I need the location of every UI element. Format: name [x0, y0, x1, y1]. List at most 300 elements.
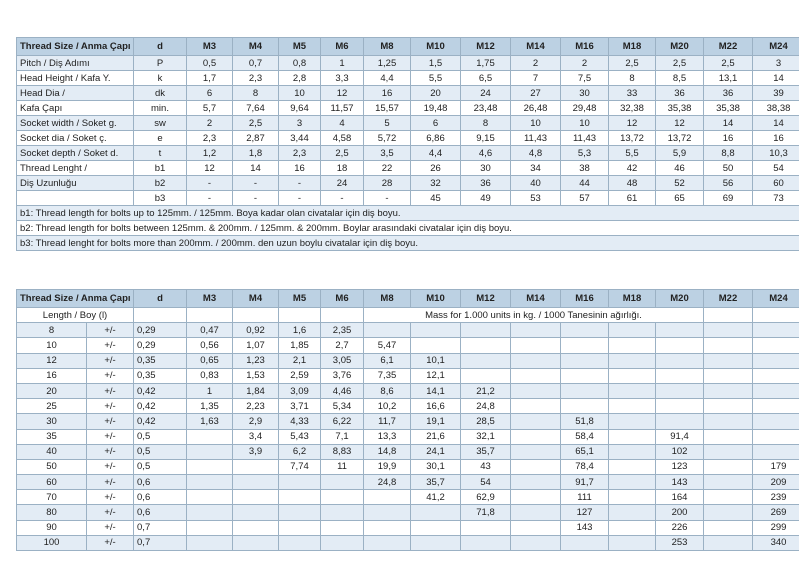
- row-label: Head Dia /: [17, 86, 134, 101]
- tolerance-value: 0,29: [134, 323, 187, 338]
- mass-cell: [321, 505, 364, 520]
- mass-cell: 24,8: [364, 475, 411, 490]
- length-label: Length / Boy (l): [17, 308, 134, 323]
- size-header-m12: M12: [461, 290, 511, 308]
- mass-cell: 253: [656, 535, 704, 550]
- mass-cell: 3,4: [233, 429, 279, 444]
- row-label: Thread Lenght /: [17, 161, 134, 176]
- value-cell: 15,57: [364, 101, 411, 116]
- size-header-m5: M5: [279, 290, 321, 308]
- value-cell: 1,2: [187, 146, 233, 161]
- value-cell: 39: [753, 86, 799, 101]
- value-cell: 56: [704, 176, 753, 191]
- length-value: 80: [17, 505, 87, 520]
- value-cell: 4,6: [461, 146, 511, 161]
- value-cell: 2: [561, 56, 609, 71]
- row-label: [17, 191, 134, 206]
- value-cell: 14: [233, 161, 279, 176]
- mass-cell: [411, 338, 461, 353]
- mass-cell: 3,05: [321, 353, 364, 368]
- mass-cell: [511, 323, 561, 338]
- mass-cell: 11: [321, 459, 364, 474]
- value-cell: 4,4: [364, 71, 411, 86]
- value-cell: 18: [321, 161, 364, 176]
- value-cell: 2,3: [187, 131, 233, 146]
- mass-row: [17, 399, 799, 414]
- mass-cell: 200: [656, 505, 704, 520]
- mass-cell: 2,23: [233, 399, 279, 414]
- tolerance-value: 0,6: [134, 490, 187, 505]
- mass-cell: [411, 323, 461, 338]
- mass-cell: [364, 520, 411, 535]
- mass-cell: [511, 505, 561, 520]
- mass-cell: [704, 323, 753, 338]
- mass-cell: [233, 490, 279, 505]
- dimension-row: [17, 161, 799, 176]
- value-cell: 5,3: [561, 146, 609, 161]
- mass-cell: [511, 459, 561, 474]
- mass-cell: 21,2: [461, 383, 511, 398]
- size-header-m14: M14: [511, 290, 561, 308]
- size-header-m18: M18: [609, 38, 656, 56]
- mass-cell: [364, 323, 411, 338]
- dimensions-table: [16, 37, 799, 251]
- value-cell: 36: [656, 86, 704, 101]
- value-cell: 7,64: [233, 101, 279, 116]
- value-cell: -: [279, 191, 321, 206]
- mass-cell: 10,2: [364, 399, 411, 414]
- mass-cell: 43: [461, 459, 511, 474]
- value-cell: 14: [753, 116, 799, 131]
- row-symbol: P: [134, 56, 187, 71]
- value-cell: 16: [279, 161, 321, 176]
- mass-cell: [321, 520, 364, 535]
- value-cell: 10: [279, 86, 321, 101]
- mass-cell: [753, 383, 799, 398]
- tolerance-value: 0,6: [134, 505, 187, 520]
- note-row: [17, 206, 799, 221]
- mass-cell: 2,7: [321, 338, 364, 353]
- mass-row: [17, 475, 799, 490]
- value-cell: 16: [753, 131, 799, 146]
- mass-cell: [321, 535, 364, 550]
- mass-cell: 16,6: [411, 399, 461, 414]
- mass-cell: [704, 399, 753, 414]
- mass-cell: 6,2: [279, 444, 321, 459]
- mass-cell: [461, 338, 511, 353]
- mass-cell: 5,43: [279, 429, 321, 444]
- tolerance-sign: +/-: [87, 459, 134, 474]
- mass-table: [16, 289, 799, 551]
- value-cell: 20: [411, 86, 461, 101]
- value-cell: 1,7: [187, 71, 233, 86]
- value-cell: 24: [321, 176, 364, 191]
- value-cell: 49: [461, 191, 511, 206]
- mass-row: [17, 323, 799, 338]
- length-value: 8: [17, 323, 87, 338]
- value-cell: -: [187, 191, 233, 206]
- mass-cell: 1,84: [233, 383, 279, 398]
- value-cell: 16: [364, 86, 411, 101]
- mass-cell: [511, 475, 561, 490]
- size-header-m8: M8: [364, 290, 411, 308]
- mass-cell: [704, 338, 753, 353]
- mass-cell: [704, 353, 753, 368]
- mass-cell: [511, 444, 561, 459]
- tolerance-value: 0,5: [134, 444, 187, 459]
- tolerance-sign: +/-: [87, 353, 134, 368]
- value-cell: 11,43: [511, 131, 561, 146]
- value-cell: 52: [656, 176, 704, 191]
- dimension-row: [17, 176, 799, 191]
- value-cell: 14: [704, 116, 753, 131]
- mass-row: [17, 429, 799, 444]
- row-label: Head Height / Kafa Y.: [17, 71, 134, 86]
- mass-cell: [753, 444, 799, 459]
- mass-cell: [561, 323, 609, 338]
- value-cell: 65: [656, 191, 704, 206]
- mass-cell: [321, 475, 364, 490]
- mass-cell: [511, 520, 561, 535]
- size-header-m24: M24: [753, 38, 799, 56]
- row-symbol: dk: [134, 86, 187, 101]
- mass-row: [17, 353, 799, 368]
- value-cell: 6: [187, 86, 233, 101]
- tolerance-sign: +/-: [87, 383, 134, 398]
- mass-cell: [511, 490, 561, 505]
- value-cell: 5,7: [187, 101, 233, 116]
- mass-row: [17, 459, 799, 474]
- value-cell: 26,48: [511, 101, 561, 116]
- mass-cell: [364, 490, 411, 505]
- size-header-m5: M5: [279, 38, 321, 56]
- row-symbol: min.: [134, 101, 187, 116]
- mass-cell: 24,8: [461, 399, 511, 414]
- mass-cell: [609, 520, 656, 535]
- value-cell: 8: [233, 86, 279, 101]
- mass-cell: [609, 338, 656, 353]
- mass-cell: 35,7: [461, 444, 511, 459]
- mass-cell: [187, 505, 233, 520]
- mass-cell: [609, 444, 656, 459]
- size-header-m8: M8: [364, 38, 411, 56]
- tolerance-sign: +/-: [87, 505, 134, 520]
- mass-cell: [561, 338, 609, 353]
- thread-size-header: Thread Size / Anma Çapı: [17, 290, 134, 308]
- value-cell: 12: [609, 116, 656, 131]
- mass-cell: [656, 383, 704, 398]
- value-cell: 19,48: [411, 101, 461, 116]
- mass-row: [17, 368, 799, 383]
- mass-cell: [609, 368, 656, 383]
- value-cell: 44: [561, 176, 609, 191]
- length-value: 40: [17, 444, 87, 459]
- value-cell: 3: [753, 56, 799, 71]
- mass-cell: [461, 323, 511, 338]
- mass-cell: [753, 353, 799, 368]
- value-cell: 5: [364, 116, 411, 131]
- mass-cell: 12,1: [411, 368, 461, 383]
- mass-cell: [656, 368, 704, 383]
- mass-cell: [609, 383, 656, 398]
- value-cell: 57: [561, 191, 609, 206]
- size-header-m16: M16: [561, 38, 609, 56]
- value-cell: 3: [279, 116, 321, 131]
- dimension-row: [17, 71, 799, 86]
- value-cell: 30: [561, 86, 609, 101]
- value-cell: -: [233, 176, 279, 191]
- length-value: 70: [17, 490, 87, 505]
- mass-cell: [187, 490, 233, 505]
- empty-cell: [321, 308, 364, 323]
- mass-cell: [411, 505, 461, 520]
- mass-cell: [511, 368, 561, 383]
- mass-cell: 62,9: [461, 490, 511, 505]
- mass-cell: 1: [187, 383, 233, 398]
- row-label: Kafa Çapı: [17, 101, 134, 116]
- mass-cell: 226: [656, 520, 704, 535]
- value-cell: 8,5: [656, 71, 704, 86]
- tolerance-sign: +/-: [87, 490, 134, 505]
- mass-cell: [704, 444, 753, 459]
- mass-cell: 179: [753, 459, 799, 474]
- mass-cell: [753, 368, 799, 383]
- mass-cell: 0,47: [187, 323, 233, 338]
- mass-cell: 1,35: [187, 399, 233, 414]
- mass-cell: [279, 520, 321, 535]
- tolerance-value: 0,42: [134, 383, 187, 398]
- mass-cell: [656, 399, 704, 414]
- tolerance-sign: +/-: [87, 323, 134, 338]
- dimension-row: [17, 191, 799, 206]
- mass-cell: 4,46: [321, 383, 364, 398]
- value-cell: 36: [704, 86, 753, 101]
- mass-cell: 0,83: [187, 368, 233, 383]
- mass-cell: 6,1: [364, 353, 411, 368]
- value-cell: 8,8: [704, 146, 753, 161]
- mass-row: [17, 338, 799, 353]
- size-header-m12: M12: [461, 38, 511, 56]
- mass-cell: [511, 429, 561, 444]
- value-cell: 1,25: [364, 56, 411, 71]
- tolerance-sign: +/-: [87, 338, 134, 353]
- value-cell: 2,5: [656, 56, 704, 71]
- mass-cell: [561, 353, 609, 368]
- tolerance-value: 0,29: [134, 338, 187, 353]
- mass-cell: [233, 459, 279, 474]
- mass-cell: [609, 429, 656, 444]
- mass-cell: 2,35: [321, 323, 364, 338]
- mass-cell: 127: [561, 505, 609, 520]
- empty-cell: [233, 308, 279, 323]
- size-header-m6: M6: [321, 38, 364, 56]
- mass-cell: 2,9: [233, 414, 279, 429]
- value-cell: 5,5: [609, 146, 656, 161]
- mass-cell: 209: [753, 475, 799, 490]
- value-cell: 2,8: [279, 71, 321, 86]
- size-header-m4: M4: [233, 290, 279, 308]
- mass-cell: [511, 535, 561, 550]
- mass-cell: [461, 353, 511, 368]
- value-cell: 0,5: [187, 56, 233, 71]
- mass-cell: 32,1: [461, 429, 511, 444]
- note-row: [17, 221, 799, 236]
- row-symbol: b3: [134, 191, 187, 206]
- value-cell: 38: [561, 161, 609, 176]
- row-label: Pitch / Diş Adımı: [17, 56, 134, 71]
- value-cell: 34: [511, 161, 561, 176]
- mass-cell: [321, 490, 364, 505]
- mass-cell: 7,1: [321, 429, 364, 444]
- mass-cell: 19,1: [411, 414, 461, 429]
- mass-cell: 5,34: [321, 399, 364, 414]
- length-value: 16: [17, 368, 87, 383]
- tolerance-value: 0,6: [134, 475, 187, 490]
- value-cell: 1,75: [461, 56, 511, 71]
- mass-cell: [511, 399, 561, 414]
- tolerance-sign: +/-: [87, 429, 134, 444]
- mass-cell: [233, 475, 279, 490]
- mass-cell: [233, 520, 279, 535]
- value-cell: 50: [704, 161, 753, 176]
- mass-cell: 41,2: [411, 490, 461, 505]
- mass-cell: [609, 323, 656, 338]
- mass-cell: 111: [561, 490, 609, 505]
- value-cell: -: [187, 176, 233, 191]
- thread-size-header: Thread Size / Anma Çapı: [17, 38, 134, 56]
- row-label: Socket depth / Soket d.: [17, 146, 134, 161]
- length-value: 35: [17, 429, 87, 444]
- thread-length-note: b2: Thread length for bolts between 125mm. & 200mm. / 125mm. & 200mm. Boylar arasındaki civatalar için diş boyu.: [17, 221, 799, 236]
- mass-cell: 0,56: [187, 338, 233, 353]
- dimension-row: [17, 86, 799, 101]
- size-header-m22: M22: [704, 290, 753, 308]
- size-header-m6: M6: [321, 290, 364, 308]
- mass-header-row: [17, 290, 799, 308]
- length-value: 30: [17, 414, 87, 429]
- mass-cell: 2,1: [279, 353, 321, 368]
- mass-cell: [233, 505, 279, 520]
- value-cell: 29,48: [561, 101, 609, 116]
- mass-cell: [187, 429, 233, 444]
- tolerance-value: 0,35: [134, 368, 187, 383]
- value-cell: 1: [321, 56, 364, 71]
- row-symbol: e: [134, 131, 187, 146]
- tolerance-value: 0,42: [134, 414, 187, 429]
- value-cell: 13,1: [704, 71, 753, 86]
- row-symbol: b1: [134, 161, 187, 176]
- value-cell: 33: [609, 86, 656, 101]
- mass-row: [17, 505, 799, 520]
- value-cell: 14: [753, 71, 799, 86]
- dimension-row: [17, 101, 799, 116]
- value-cell: 5,72: [364, 131, 411, 146]
- length-value: 12: [17, 353, 87, 368]
- mass-cell: 1,6: [279, 323, 321, 338]
- mass-cell: 3,71: [279, 399, 321, 414]
- size-header-m24: M24: [753, 290, 799, 308]
- value-cell: 6: [411, 116, 461, 131]
- value-cell: 2,5: [609, 56, 656, 71]
- mass-cell: 8,6: [364, 383, 411, 398]
- mass-cell: [609, 414, 656, 429]
- mass-cell: [704, 459, 753, 474]
- tolerance-sign: +/-: [87, 444, 134, 459]
- value-cell: 13,72: [609, 131, 656, 146]
- value-cell: 4: [321, 116, 364, 131]
- mass-cell: 143: [561, 520, 609, 535]
- row-label: Diş Uzunluğu: [17, 176, 134, 191]
- mass-cell: 1,63: [187, 414, 233, 429]
- value-cell: 2: [187, 116, 233, 131]
- value-cell: 11,57: [321, 101, 364, 116]
- mass-cell: 14,1: [411, 383, 461, 398]
- mass-cell: [511, 414, 561, 429]
- value-cell: 24: [461, 86, 511, 101]
- mass-cell: [511, 338, 561, 353]
- mass-cell: [187, 459, 233, 474]
- value-cell: 26: [411, 161, 461, 176]
- size-header-m20: M20: [656, 290, 704, 308]
- length-value: 60: [17, 475, 87, 490]
- mass-cell: 19,9: [364, 459, 411, 474]
- mass-cell: 54: [461, 475, 511, 490]
- value-cell: 16: [704, 131, 753, 146]
- mass-cell: 8,83: [321, 444, 364, 459]
- tolerance-sign: +/-: [87, 414, 134, 429]
- value-cell: 60: [753, 176, 799, 191]
- mass-cell: [364, 535, 411, 550]
- mass-cell: 102: [656, 444, 704, 459]
- row-label: Socket width / Soket g.: [17, 116, 134, 131]
- mass-cell: [656, 353, 704, 368]
- mass-cell: 299: [753, 520, 799, 535]
- value-cell: 32: [411, 176, 461, 191]
- empty-cell: [279, 308, 321, 323]
- mass-cell: 78,4: [561, 459, 609, 474]
- value-cell: 23,48: [461, 101, 511, 116]
- value-cell: 27: [511, 86, 561, 101]
- mass-row: [17, 520, 799, 535]
- size-header-m18: M18: [609, 290, 656, 308]
- value-cell: 32,38: [609, 101, 656, 116]
- size-header-m3: M3: [187, 290, 233, 308]
- value-cell: 2,3: [279, 146, 321, 161]
- value-cell: 9,64: [279, 101, 321, 116]
- mass-cell: 13,3: [364, 429, 411, 444]
- value-cell: 10: [561, 116, 609, 131]
- value-cell: 3,5: [364, 146, 411, 161]
- mass-cell: [279, 490, 321, 505]
- mass-cell: [609, 505, 656, 520]
- mass-cell: [704, 429, 753, 444]
- mass-cell: [561, 535, 609, 550]
- mass-cell: 91,7: [561, 475, 609, 490]
- mass-cell: [704, 368, 753, 383]
- thread-length-note: b3: Thread lenght for bolts more than 200mm. / 200mm. den uzun boylu civatalar için diş boyu.: [17, 236, 799, 251]
- empty-cell: [704, 308, 753, 323]
- value-cell: 2,5: [704, 56, 753, 71]
- mass-row: [17, 414, 799, 429]
- mass-cell: [656, 323, 704, 338]
- value-cell: 2: [511, 56, 561, 71]
- mass-cell: 7,74: [279, 459, 321, 474]
- mass-cell: [753, 399, 799, 414]
- value-cell: 61: [609, 191, 656, 206]
- mass-cell: [704, 383, 753, 398]
- value-cell: 4,4: [411, 146, 461, 161]
- value-cell: 4,58: [321, 131, 364, 146]
